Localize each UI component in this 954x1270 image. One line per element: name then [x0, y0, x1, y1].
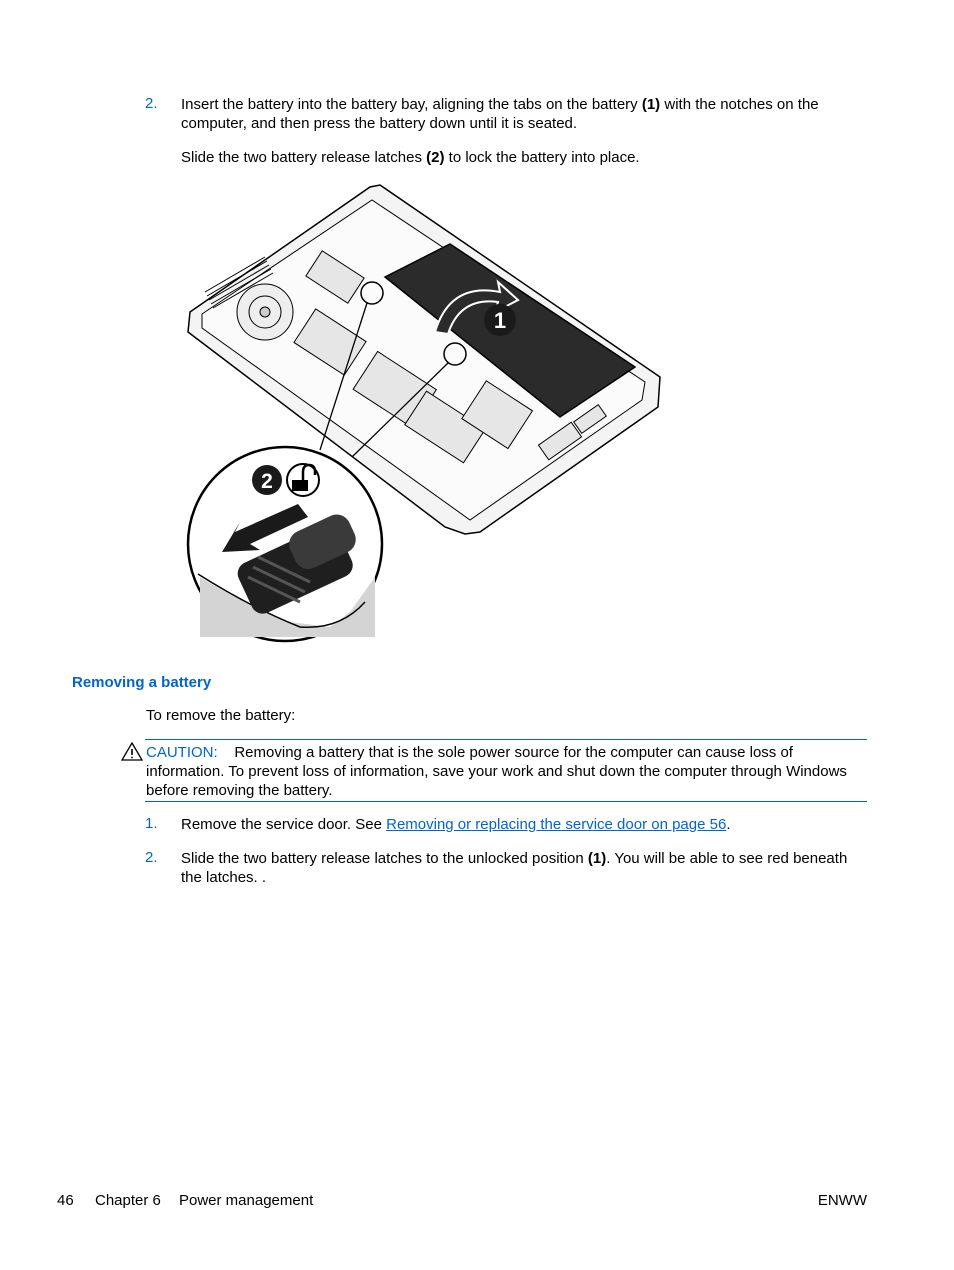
- step-text-part: Remove the service door. See: [181, 816, 387, 833]
- slide-note: [181, 148, 871, 167]
- caution-text: [146, 743, 868, 800]
- fan: [237, 284, 293, 340]
- step-number: 2.: [145, 95, 158, 112]
- footer-chapter-title: Power management: [179, 1192, 314, 1209]
- step-number: 1.: [145, 815, 158, 832]
- step-number: 2.: [145, 849, 158, 866]
- battery-installation-illustration: [180, 182, 665, 644]
- step-text: [181, 815, 871, 834]
- caution-body: Removing a battery that is the sole power source for the computer can cause loss of information. To prevent loss of information, save your work and shut down the computer through Windows before removing the battery.: [146, 744, 847, 799]
- caution-top-rule: [145, 739, 867, 740]
- step-text-part: . You will be able to see red beneath the latches. .: [181, 850, 848, 886]
- callout-ref: (1): [641, 96, 661, 113]
- slide-note-part: Slide the two battery release latches: [181, 149, 427, 166]
- step-text: [181, 849, 871, 887]
- page-number: 46: [57, 1192, 74, 1209]
- footer-right: ENWW: [817, 1192, 867, 1209]
- warning-triangle-icon: [121, 742, 143, 761]
- caution-label: CAUTION:: [146, 744, 218, 761]
- section-heading: Removing a battery: [72, 674, 212, 691]
- section-intro: To remove the battery:: [146, 707, 296, 724]
- step-text-part: with the notches on the computer, and then press the battery down until it is seated.: [181, 96, 819, 132]
- callout-1-label: 1: [493, 308, 507, 333]
- callout-2-label: 2: [261, 470, 273, 493]
- step-text-part: Insert the battery into the battery bay, aligning the tabs on the battery: [181, 96, 642, 113]
- step-text: [181, 95, 871, 133]
- slide-note-part: to lock the battery into place.: [444, 149, 640, 166]
- caution-bottom-rule: [145, 801, 867, 802]
- footer-chapter: Chapter 6: [95, 1192, 161, 1209]
- step-text-part: .: [726, 816, 731, 833]
- step-text-part: Slide the two battery release latches to the unlocked position: [181, 850, 588, 867]
- magnified-latch-inset: [188, 447, 382, 641]
- callout-ref: (2): [426, 149, 445, 166]
- callout-ref: (1): [587, 850, 607, 867]
- service-door-link[interactable]: Removing or replacing the service door on page 56: [386, 816, 727, 833]
